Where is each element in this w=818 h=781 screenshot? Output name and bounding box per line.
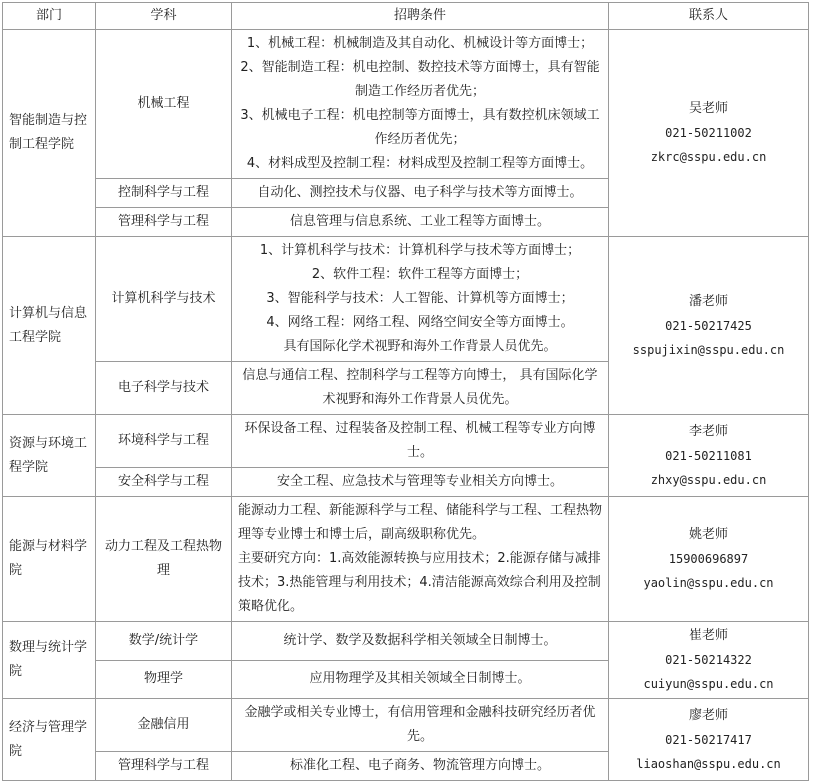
requirements-cell: [232, 208, 609, 237]
requirement-line: 统计学、数学及数据科学相关领域全日制博士。: [283, 632, 557, 648]
contact-cell: [609, 699, 809, 781]
contact-email: zkrc@sspu.edu.cn: [650, 150, 767, 164]
contact-cell: [609, 237, 809, 415]
contact-email: zhxy@sspu.edu.cn: [650, 472, 767, 487]
subject-cell: [96, 622, 232, 661]
contact-name: 李老师: [688, 423, 728, 439]
contact-phone: 021-50217425: [665, 318, 752, 333]
requirement-line: 环保设备工程、过程装备及控制工程、机械工程等专业方向博士。: [244, 421, 596, 460]
table-row: [3, 237, 809, 362]
contact-name: 廖老师: [688, 707, 728, 723]
recruitment-table: [2, 2, 809, 781]
subject-name: 安全科学与工程: [117, 474, 209, 489]
requirement-line: 信息管理与信息系统、工业工程等方面博士。: [289, 214, 550, 229]
dept-name: 能源与材料学院: [9, 539, 88, 578]
table-row: [3, 30, 809, 179]
table-row: [3, 699, 809, 752]
requirement-line: 应用物理学及其相关领域全日制博士。: [309, 671, 531, 687]
requirement-line: 具有国际化学术视野和海外工作背景人员优先。: [283, 339, 557, 354]
header-contact: 联系人: [609, 3, 809, 30]
requirement-line: 自动化、测控技术与仪器、电子科学与技术等方面博士。: [257, 185, 583, 200]
contact-cell: [609, 622, 809, 699]
contact-name: 潘老师: [688, 293, 728, 309]
dept-cell: [3, 497, 96, 622]
subject-cell: [96, 30, 232, 179]
dept-name: 经济与管理学院: [9, 719, 88, 759]
subject-cell: [96, 362, 232, 415]
requirement-line: 主要研究方向：1.高效能源转换与应用技术；2.能源存储与减排技术；3.热能管理与利用技术；4.清洁能源高效综合利用及控制策略优化。: [238, 551, 601, 614]
subject-name: 物理学: [143, 671, 183, 687]
contact-phone: 15900696897: [668, 552, 749, 566]
dept-cell: [3, 237, 96, 415]
table-row: [3, 415, 809, 468]
requirement-line: 3、机械电子工程：机电控制等方面博士，具有数控机床领域工作经历者优先；: [240, 108, 600, 147]
contact-phone: 021-50211002: [665, 126, 752, 140]
contact-email: liaoshan@sspu.edu.cn: [636, 756, 781, 771]
requirement-line: 1、机械工程：机械制造及其自动化、机械设计等方面博士；: [246, 36, 594, 51]
requirement-line: 信息与通信工程、控制科学与工程等方向博士， 具有国际化学术视野和海外工作背景人员优先。: [242, 368, 598, 407]
subject-cell: [96, 415, 232, 468]
subject-name: 电子科学与技术: [117, 380, 209, 395]
contact-email: cuiyun@sspu.edu.cn: [643, 677, 774, 691]
subject-cell: [96, 699, 232, 752]
subject-name: 管理科学与工程: [117, 214, 209, 229]
contact-name: 姚老师: [688, 527, 728, 542]
header-subject: 学科: [96, 3, 232, 30]
table-row: [3, 622, 809, 661]
table-row: [3, 497, 809, 622]
subject-cell: [96, 237, 232, 362]
requirement-line: 能源动力工程、新能源科学与工程、储能科学与工程、工程热物理等专业博士和博士后，副高级职称优先。: [238, 503, 603, 542]
subject-name: 机械工程: [137, 96, 190, 111]
subject-cell: [96, 468, 232, 497]
dept-cell: [3, 30, 96, 237]
requirement-line: 安全工程、应急技术与管理等专业相关方向博士。: [276, 474, 563, 489]
requirements-cell: [232, 362, 609, 415]
subject-name: 数学/统计学: [128, 632, 199, 648]
requirement-line: 2、智能制造工程：机电控制、数控技术等方面博士，具有智能制造工作经历者优先；: [240, 60, 600, 99]
contact-email: sspujixin@sspu.edu.cn: [632, 342, 785, 357]
header-requirements: 招聘条件: [232, 3, 609, 30]
requirement-line: 金融学或相关专业博士，有信用管理和金融科技研究经历者优先。: [244, 705, 596, 744]
requirement-line: 4、材料成型及控制工程：材料成型及控制工程等方面博士。: [246, 156, 594, 171]
requirements-cell: [232, 30, 609, 179]
subject-cell: [96, 179, 232, 208]
requirement-line: 2、软件工程：软件工程等方面博士；: [311, 267, 529, 282]
subject-name: 动力工程及工程热物理: [104, 539, 222, 578]
requirement-line: 1、计算机科学与技术：计算机科学与技术等方面博士；: [259, 243, 581, 258]
dept-cell: [3, 699, 96, 781]
subject-cell: [96, 660, 232, 699]
subject-name: 管理科学与工程: [117, 758, 209, 773]
contact-name: 崔老师: [688, 628, 728, 643]
requirement-line: 标准化工程、电子商务、物流管理方向博士。: [289, 758, 550, 773]
requirements-cell: [232, 237, 609, 362]
dept-cell: [3, 622, 96, 699]
requirements-cell: [232, 179, 609, 208]
requirements-cell: [232, 415, 609, 468]
requirement-line: 4、网络工程：网络工程、网络空间安全等方面博士。: [266, 315, 574, 330]
table-body: [3, 30, 809, 781]
subject-cell: [96, 208, 232, 237]
subject-cell: [96, 497, 232, 622]
dept-name: 资源与环境工程学院: [9, 435, 88, 475]
dept-name: 计算机与信息工程学院: [9, 305, 88, 345]
contact-name: 吴老师: [688, 101, 728, 116]
dept-cell: [3, 415, 96, 497]
contact-cell: [609, 497, 809, 622]
subject-name: 金融信用: [137, 717, 190, 732]
requirements-cell: [232, 622, 609, 661]
requirements-cell: [232, 699, 609, 752]
requirements-cell: [232, 752, 609, 781]
subject-name: 环境科学与工程: [117, 433, 209, 448]
contact-email: yaolin@sspu.edu.cn: [643, 576, 774, 590]
dept-name: 智能制造与控制工程学院: [9, 113, 88, 152]
contact-phone: 021-50217417: [665, 732, 752, 747]
subject-cell: [96, 752, 232, 781]
header-row: [3, 3, 809, 30]
header-dept: 部门: [3, 3, 96, 30]
subject-name: 计算机科学与技术: [111, 291, 216, 306]
contact-cell: [609, 415, 809, 497]
contact-phone: 021-50214322: [665, 653, 752, 667]
subject-name: 控制科学与工程: [117, 185, 209, 200]
requirements-cell: [232, 497, 609, 622]
requirements-cell: [232, 660, 609, 699]
contact-phone: 021-50211081: [665, 448, 752, 463]
contact-cell: [609, 30, 809, 237]
dept-name: 数理与统计学院: [9, 640, 88, 679]
requirements-cell: [232, 468, 609, 497]
requirement-line: 3、智能科学与技术：人工智能、计算机等方面博士；: [266, 291, 574, 306]
